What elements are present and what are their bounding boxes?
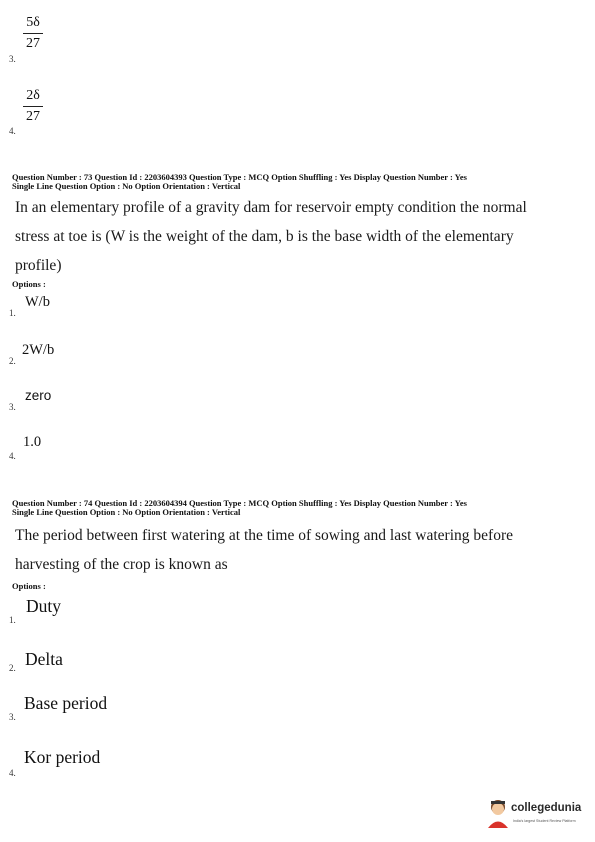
option-number: 2. (9, 663, 16, 673)
collegedunia-logo (485, 796, 585, 832)
fraction-denominator: 27 (26, 36, 40, 51)
option-text: Kor period (24, 747, 101, 767)
mascot-icon (485, 798, 511, 828)
fraction-numerator: 5δ (26, 15, 40, 30)
question-meta-line: Question Number : 73 Question Id : 2203604393 Question Type : MCQ Option Shuffling : Yes Display Question Number : Yes (12, 172, 467, 182)
option-number: 4. (9, 451, 16, 461)
option-number: 2. (9, 356, 16, 366)
logo-tagline: India's largest Student Review Platform (513, 819, 576, 823)
question-meta (12, 499, 587, 517)
option-text: 1.0 (23, 434, 42, 450)
question-meta-line: Question Number : 74 Question Id : 2203604394 Question Type : MCQ Option Shuffling : Yes Display Question Number : Yes (12, 498, 467, 508)
fraction-option-4 (23, 87, 43, 125)
option-number: 4. (9, 768, 16, 778)
question-text (15, 521, 583, 579)
option-number: 3. (9, 712, 16, 722)
fraction-denominator: 27 (26, 109, 40, 124)
option-text: zero (25, 388, 52, 403)
option-number: 1. (9, 308, 16, 318)
question-line: In an elementary profile of a gravity dam for reservoir empty condition the normal (15, 199, 527, 216)
option-number: 4. (9, 126, 16, 136)
options-label: Options : (12, 279, 46, 289)
fraction-bar (23, 106, 43, 107)
fraction-bar (23, 33, 43, 34)
option-text: W/b (25, 294, 50, 310)
option-text: Base period (24, 693, 108, 713)
option-text: 2W/b (22, 342, 55, 358)
question-text (15, 193, 583, 280)
option-text: Delta (25, 649, 63, 669)
question-line: harvesting of the crop is known as (15, 556, 228, 573)
question-meta-line: Single Line Question Option : No Option Orientation : Vertical (12, 181, 241, 191)
options-label: Options : (12, 581, 46, 591)
question-line: stress at toe is (W is the weight of the dam, b is the base width of the elementary (15, 228, 514, 245)
option-number: 1. (9, 615, 16, 625)
question-meta-line: Single Line Question Option : No Option Orientation : Vertical (12, 507, 241, 517)
fraction-numerator: 2δ (26, 88, 40, 103)
question-meta (12, 173, 587, 191)
option-text: Duty (26, 596, 61, 616)
question-line: The period between first watering at the time of sowing and last watering before (15, 527, 513, 544)
option-number: 3. (9, 54, 16, 64)
option-number: 3. (9, 402, 16, 412)
fraction-option-3 (23, 14, 43, 52)
logo-wordmark: collegedunia (511, 802, 582, 814)
question-line: profile) (15, 257, 62, 274)
